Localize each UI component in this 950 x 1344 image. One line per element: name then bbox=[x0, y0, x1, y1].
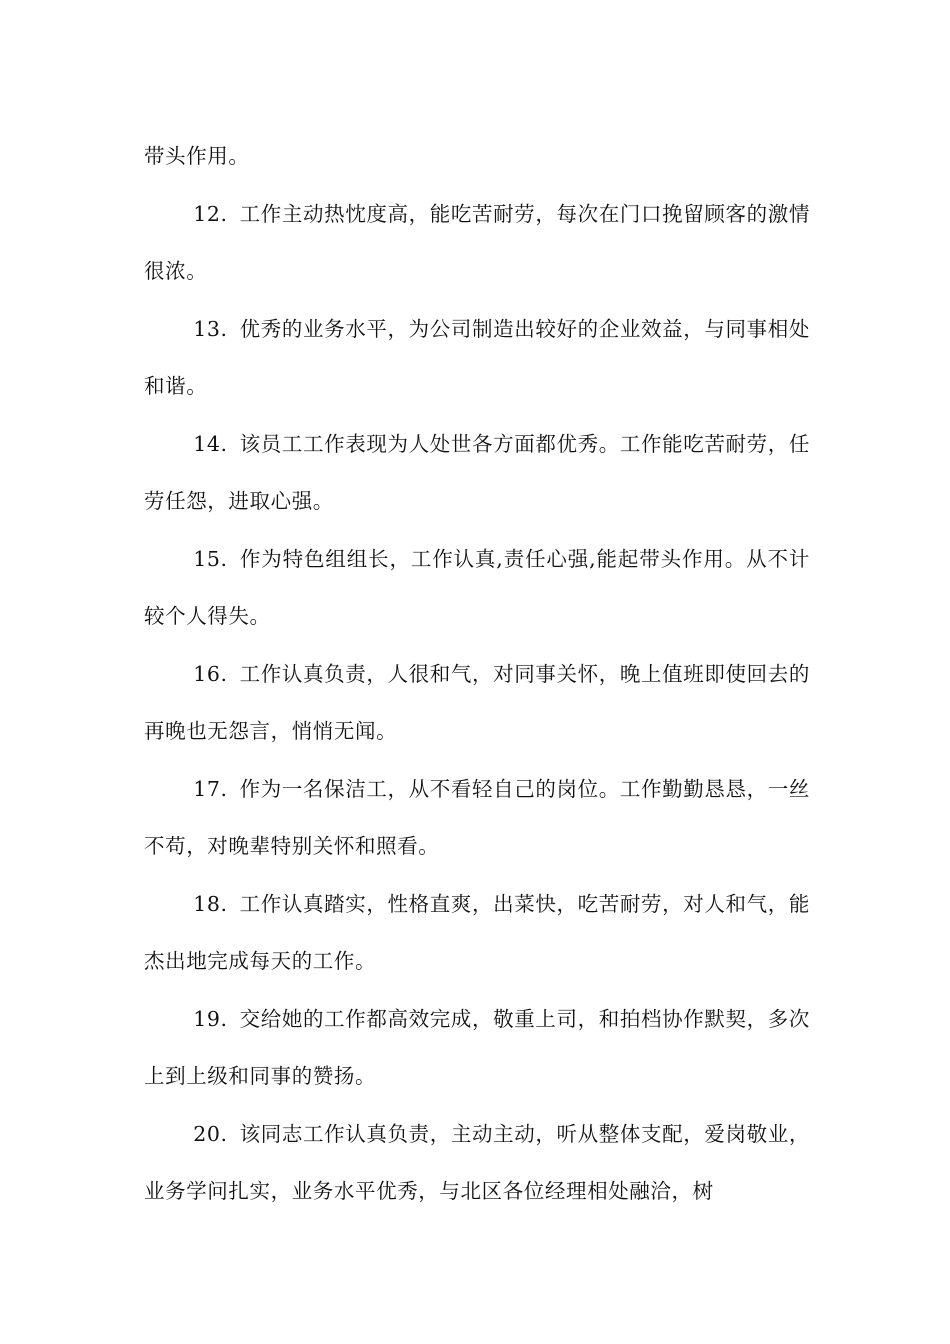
paragraph-number: 19. bbox=[193, 1006, 228, 1031]
paragraph-19 bbox=[144, 991, 810, 1106]
paragraph-text: 作为特色组组长，工作认真,责任心强,能起带头作用。从不计较个人得失。 bbox=[144, 546, 810, 628]
paragraph-16 bbox=[144, 646, 810, 761]
paragraph-15 bbox=[144, 531, 810, 646]
paragraph-number: 14. bbox=[193, 431, 228, 456]
paragraph-11-continuation bbox=[144, 128, 810, 186]
document-body bbox=[144, 128, 810, 1221]
paragraph-number: 16. bbox=[193, 661, 228, 686]
paragraph-20 bbox=[144, 1106, 810, 1221]
paragraph-13 bbox=[144, 301, 810, 416]
paragraph-14 bbox=[144, 416, 810, 531]
paragraph-12 bbox=[144, 186, 810, 301]
paragraph-18 bbox=[144, 876, 810, 991]
paragraph-text: 优秀的业务水平，为公司制造出较好的企业效益，与同事相处和谐。 bbox=[144, 316, 810, 398]
paragraph-number: 15. bbox=[193, 546, 228, 571]
paragraph-number: 20. bbox=[193, 1121, 228, 1146]
paragraph-number: 13. bbox=[193, 316, 228, 341]
paragraph-text: 工作主动热忱度高，能吃苦耐劳，每次在门口挽留顾客的激情很浓。 bbox=[144, 201, 810, 283]
paragraph-text: 工作认真负责，人很和气，对同事关怀，晚上值班即使回去的再晚也无怨言，悄悄无闻。 bbox=[144, 661, 810, 743]
paragraph-text: 工作认真踏实，性格直爽，出菜快，吃苦耐劳，对人和气，能杰出地完成每天的工作。 bbox=[144, 891, 810, 973]
paragraph-number: 12. bbox=[193, 201, 228, 226]
paragraph-17 bbox=[144, 761, 810, 876]
paragraph-text: 带头作用。 bbox=[144, 144, 250, 168]
paragraph-number: 18. bbox=[193, 891, 228, 916]
paragraph-text: 交给她的工作都高效完成，敬重上司，和拍档协作默契，多次上到上级和同事的赞扬。 bbox=[144, 1006, 810, 1088]
paragraph-text: 该同志工作认真负责，主动主动，听从整体支配，爱岗敬业，业务学问扎实，业务水平优秀，与北区各位经理相处融洽，树 bbox=[144, 1121, 810, 1203]
paragraph-number: 17. bbox=[193, 776, 228, 801]
paragraph-text: 作为一名保洁工，从不看轻自己的岗位。工作勤勤恳恳，一丝不苟，对晚辈特别关怀和照看。 bbox=[144, 776, 810, 858]
paragraph-text: 该员工工作表现为人处世各方面都优秀。工作能吃苦耐劳，任劳任怨，进取心强。 bbox=[144, 431, 810, 513]
